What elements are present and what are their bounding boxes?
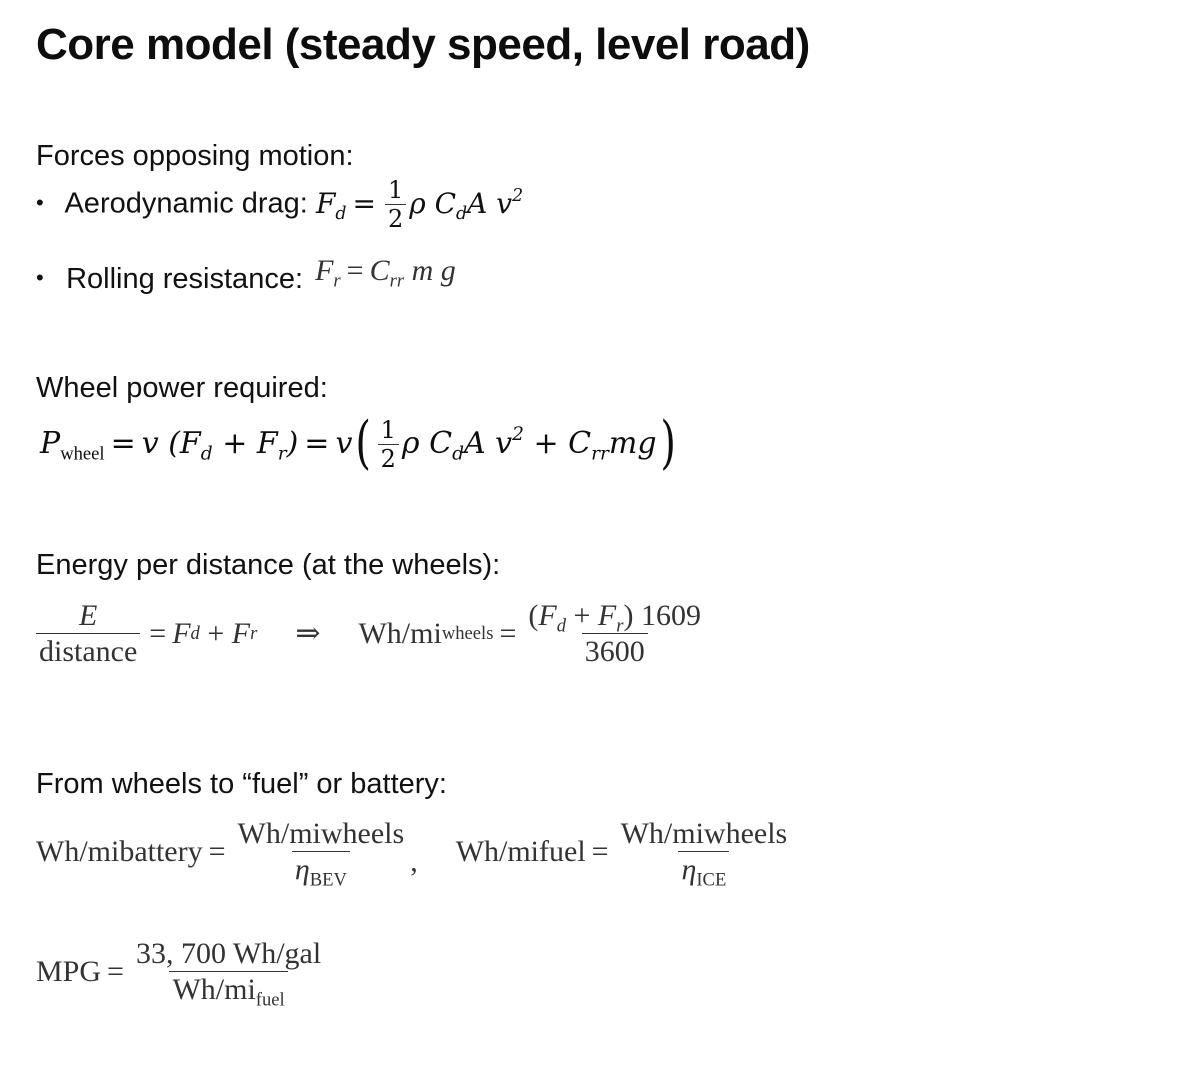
mpg-label: MPG: [36, 954, 102, 988]
rolling-resistance-label: Rolling resistance:: [66, 263, 304, 295]
fuel-lhs: Wh/mifuel: [455, 834, 586, 868]
energy-wh-per-mile-fraction: $\frac{(F_d + F_r) 1609}{3600}$: [528, 599, 701, 668]
fuel-fraction: $\frac{\text{Wh/miwheels}}{\eta_{ICE}}$: [620, 817, 788, 890]
battery-fraction: $\frac{\text{Wh/miwheels}}{\eta_{BEV}}$: [237, 817, 405, 890]
energy-per-distance-fraction: $\frac{E}{\text{distance}}$: [36, 600, 140, 667]
rolling-resistance-formula: $F_r = C_{rr}$ m g: [315, 254, 456, 292]
energy-label: Energy per distance (at the wheels):: [36, 549, 501, 581]
aero-drag-label: Aerodynamic drag:: [64, 187, 308, 220]
page-title: Core model (steady speed, level road): [36, 20, 810, 69]
mpg-fraction: $\frac{\text{33, 700 Wh/gal}}{Wh/mi_{fuel}}$: [135, 937, 322, 1010]
forces-label: Forces opposing motion:: [36, 140, 354, 172]
bullet-dot: •: [36, 265, 44, 290]
conversion-label: From wheels to “fuel” or battery:: [36, 768, 447, 800]
aero-drag-formula: $F_d$ = $\frac{1}{2}$ ρ $C_dA$ $v^2$: [315, 176, 524, 234]
bullet-dot: •: [36, 189, 44, 215]
wheel-power-formula: $P_{wheel} = v$ $(F_d + F_r) = v$( $\frac{1}{2}$ ρ $C_dA$ $v^2 + C_{rr}mg$): [40, 409, 676, 476]
implies-arrow: ⇒: [295, 617, 321, 650]
bullet-aerodynamic-drag: [36, 178, 523, 232]
conversion-formula: Wh/mibattery = $\frac{\text{Wh/miwheels}}{\eta_{BEV}}$ , Wh/mifuel = $\frac{\text{Wh/miwheels}}{\eta_{ICE}}$: [36, 818, 793, 885]
battery-lhs: Wh/mibattery: [36, 834, 203, 868]
bullet-rolling-resistance: [36, 254, 456, 296]
energy-formula: $\frac{E}{\text{distance}}$ = F d + F r ⇒ Wh/mi wheels = $\frac{(F_d + F_r) 1609}{3600}$: [36, 600, 707, 667]
wheel-power-label: Wheel power required:: [36, 372, 328, 404]
mpg-formula: MPG = $\frac{\text{33, 700 Wh/gal}}{Wh/mi_{fuel}}$: [36, 938, 327, 1005]
